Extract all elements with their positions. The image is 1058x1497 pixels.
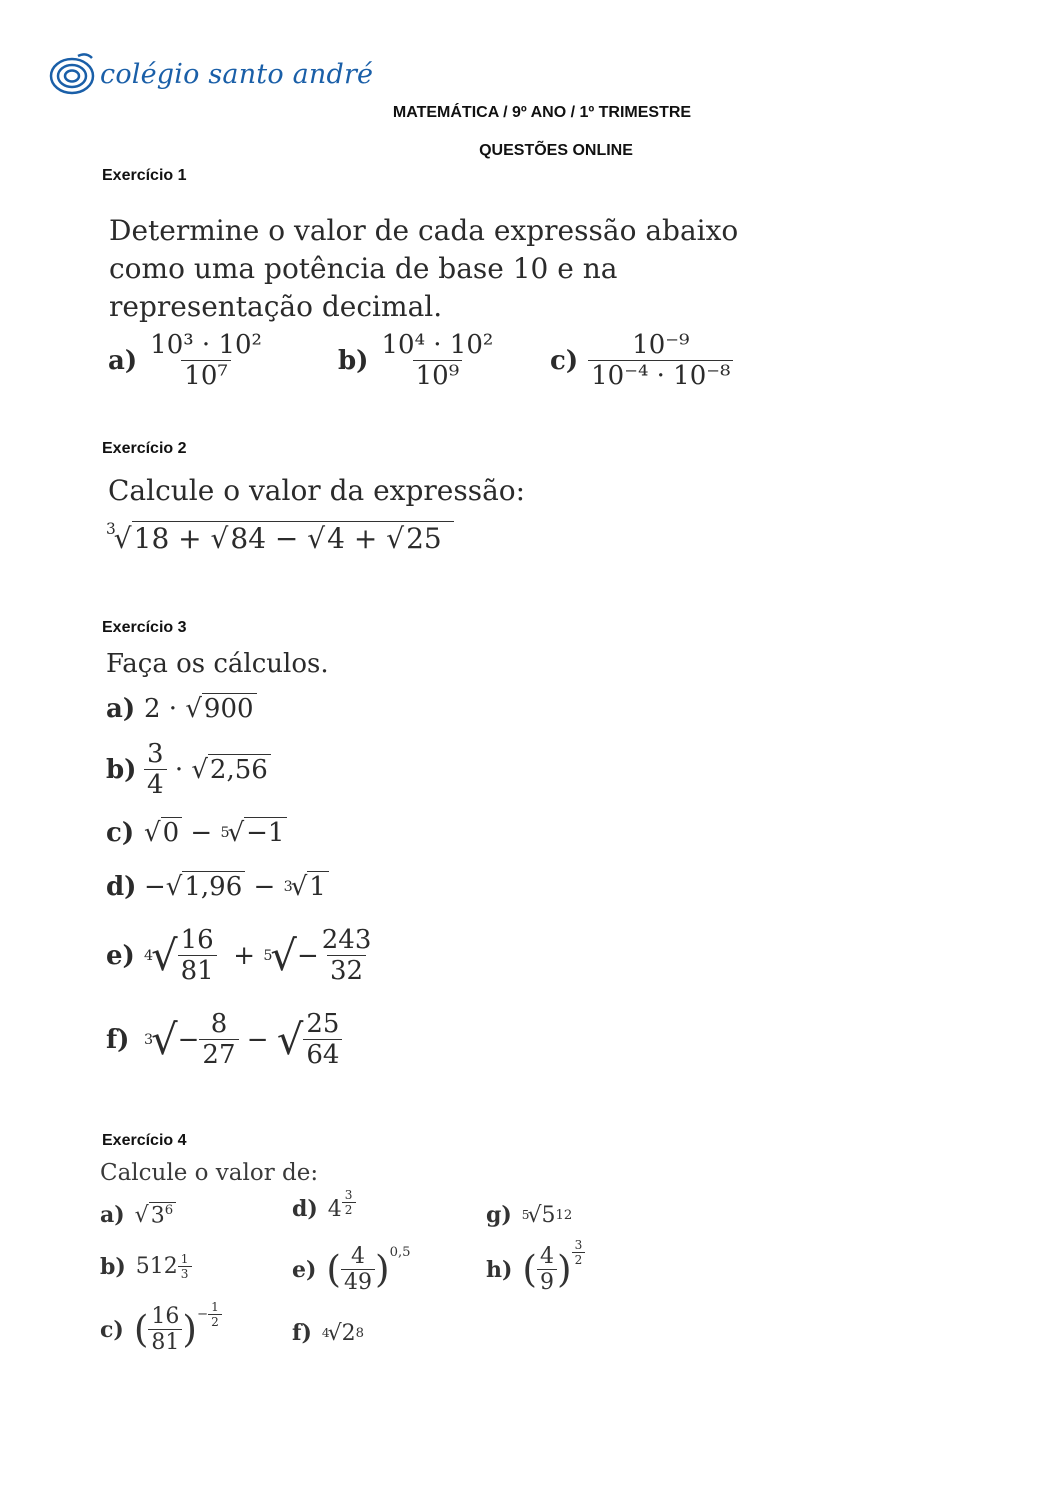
numerator: 3: [574, 1238, 583, 1252]
denominator: 9: [537, 1269, 557, 1295]
exponent: 6: [164, 1203, 174, 1218]
fraction: [199, 1009, 238, 1070]
base: 5: [541, 1202, 556, 1228]
exercise-4-item-f: [292, 1320, 364, 1346]
radicand: −1: [244, 817, 287, 848]
item-label: c): [550, 345, 579, 376]
denominator: 81: [148, 1329, 182, 1355]
exercise-4-item-a: [100, 1202, 176, 1228]
left-paren: (: [326, 1246, 341, 1291]
numerator: 4: [540, 1244, 554, 1269]
denominator: 3: [178, 1266, 192, 1281]
radical-sign: √: [327, 1320, 342, 1346]
item-label: e): [292, 1256, 317, 1283]
numerator: 243: [321, 925, 372, 955]
denominator: 10⁹: [413, 360, 463, 391]
numerator: 10⁻⁹: [632, 330, 690, 360]
item-label: h): [486, 1256, 513, 1283]
item-label: d): [292, 1196, 318, 1222]
exercise-2-prompt: Calcule o valor da expressão:: [108, 474, 526, 507]
exercise-3-item-b: [106, 739, 271, 800]
denominator: 49: [341, 1269, 375, 1295]
item-label: b): [100, 1253, 126, 1280]
fraction: [148, 1304, 182, 1355]
base: 4: [327, 1196, 342, 1222]
fractional-exponent: [572, 1238, 586, 1267]
radical-sign: √: [151, 931, 178, 980]
radicand: 1: [307, 871, 329, 902]
logo-text: colégio santo andré: [100, 58, 374, 90]
exercise-4-item-e: [292, 1244, 411, 1295]
denominator: 81: [178, 955, 217, 986]
school-logo: [48, 46, 373, 102]
radicand: 900: [202, 693, 257, 724]
root-index: 3: [283, 878, 293, 895]
denominator: 10⁻⁴ · 10⁻⁸: [588, 360, 733, 391]
radicand: [228, 521, 450, 555]
radicand: [149, 1202, 176, 1228]
exercise-3-item-f: [106, 1009, 342, 1070]
denominator: 4: [144, 769, 167, 800]
denominator: 64: [303, 1039, 342, 1070]
numerator: 3: [147, 739, 164, 769]
denominator: 27: [199, 1039, 238, 1070]
exercise-2-expression: [106, 520, 454, 555]
item-label: a): [108, 345, 138, 376]
radicand: 2,56: [208, 754, 271, 785]
exercise-1-item-a: [108, 330, 338, 391]
base: 512: [135, 1254, 178, 1279]
term: 84 −: [230, 521, 299, 555]
left-paren: (: [133, 1306, 149, 1351]
item-label: d): [106, 871, 137, 902]
fraction: [341, 1244, 375, 1295]
item-label: f): [292, 1320, 312, 1346]
radical-sign: √: [307, 521, 326, 555]
radical-sign: √: [210, 521, 229, 555]
root-index: 5: [263, 947, 273, 964]
exponent-sign: −: [197, 1307, 209, 1322]
negative-sign: −: [296, 940, 319, 971]
denominator: 2: [572, 1252, 586, 1267]
term: 18 +: [133, 521, 202, 555]
item-label: a): [106, 693, 136, 724]
fractional-exponent: [208, 1300, 222, 1329]
radical-sign: √: [527, 1202, 542, 1228]
exercise-3-item-c: [106, 817, 287, 848]
fraction: [144, 739, 167, 800]
item-label: g): [486, 1202, 512, 1228]
fraction: [319, 925, 375, 986]
fractional-exponent: [342, 1188, 356, 1217]
radicand: 25: [404, 521, 445, 555]
numerator: 3: [344, 1187, 353, 1202]
fraction: [378, 330, 496, 391]
minus-operator: −: [253, 871, 276, 902]
radical-sign: √: [290, 871, 308, 902]
exercise-3-label: Exercício 3: [102, 619, 187, 636]
radical-sign: √: [276, 1015, 304, 1064]
exercise-4-item-g: [486, 1202, 572, 1228]
numerator: 16: [151, 1304, 180, 1329]
radical-sign: √: [185, 693, 202, 724]
fraction: [537, 1244, 557, 1295]
item-label: b): [338, 345, 369, 376]
exponent: 8: [355, 1325, 364, 1341]
document-subtitle: QUESTÕES ONLINE: [479, 142, 633, 159]
exercise-2-label: Exercício 2: [102, 440, 187, 457]
numerator: 1: [211, 1300, 219, 1314]
root-index: 3: [144, 1031, 154, 1048]
minus-operator: −: [246, 1024, 269, 1055]
exponent: 12: [555, 1207, 573, 1223]
fractional-exponent: [178, 1252, 192, 1281]
logo-swirl-icon: [48, 50, 96, 98]
numerator: 10³ · 10²: [150, 330, 262, 360]
radical-sign: √: [113, 521, 132, 555]
exercise-4-item-h: [486, 1238, 585, 1295]
item-label: a): [100, 1202, 125, 1229]
radicand: [325, 521, 448, 555]
exercise-4-label: Exercício 4: [102, 1132, 187, 1149]
exercise-4-item-b: [100, 1252, 192, 1281]
numerator: 16: [180, 925, 214, 955]
root-index: 5: [220, 824, 230, 841]
fraction: [588, 330, 733, 391]
exercise-4-item-d: [292, 1187, 356, 1222]
numerator: 25: [306, 1009, 340, 1039]
denominator: 2: [208, 1314, 222, 1329]
right-paren: ): [557, 1246, 572, 1291]
dot-operator: ·: [174, 754, 184, 785]
minus-operator: −: [144, 871, 166, 902]
radical-sign: √: [270, 931, 297, 980]
root-index: 5: [521, 1208, 530, 1222]
minus-operator: −: [190, 817, 213, 848]
radical-sign: √: [165, 871, 183, 902]
item-label: b): [106, 754, 137, 785]
item-label: c): [106, 817, 135, 848]
fraction: [178, 925, 217, 986]
denominator: 2: [342, 1202, 356, 1217]
exercise-4-prompt: Calcule o valor de:: [100, 1160, 319, 1186]
exercise-1-label: Exercício 1: [102, 167, 187, 184]
coefficient: 2 ·: [144, 693, 178, 724]
fraction: [147, 330, 265, 391]
radical-sign: √: [144, 817, 161, 848]
item-label: c): [100, 1316, 124, 1343]
numerator: 1: [180, 1252, 189, 1266]
exercise-1-items: [108, 330, 748, 391]
base: 3: [150, 1203, 165, 1229]
fraction: [303, 1009, 342, 1070]
exercise-1-prompt: Determine o valor de cada expressão abaixo como uma potência de base 10 e na representação decimal.: [109, 214, 739, 323]
root-index: 4: [321, 1326, 330, 1340]
right-paren: ): [182, 1306, 197, 1351]
radical-sign: √: [134, 1202, 149, 1228]
right-paren: ): [375, 1246, 390, 1291]
radical-sign: √: [386, 521, 405, 555]
document-title: MATEMÁTICA / 9º ANO / 1º TRIMESTRE: [392, 104, 692, 121]
exercise-4-item-c: [100, 1300, 222, 1355]
plus-operator: +: [233, 940, 256, 971]
radicand: 0: [161, 817, 183, 848]
root-index: 4: [144, 947, 154, 964]
exponent: 0,5: [389, 1245, 411, 1260]
term: 4 +: [327, 521, 378, 555]
numerator: 10⁴ · 10²: [381, 330, 494, 360]
radicand: [132, 521, 454, 555]
radicand: 1,96: [182, 871, 245, 902]
radical-sign: √: [191, 754, 208, 785]
numerator: 4: [351, 1244, 365, 1269]
left-paren: (: [522, 1246, 537, 1291]
exercise-3-item-d: [106, 871, 329, 902]
radical-sign: √: [227, 817, 245, 848]
exercise-3-item-e: [106, 925, 374, 986]
exercise-3-prompt: Faça os cálculos.: [106, 649, 329, 679]
denominator: 32: [327, 955, 366, 986]
exercise-1-item-c: [550, 330, 733, 391]
exercise-3-item-a: [106, 693, 257, 724]
item-label: f): [106, 1024, 130, 1055]
negative-sign: −: [177, 1024, 200, 1055]
denominator: 10⁷: [181, 360, 231, 391]
numerator: 8: [210, 1009, 228, 1039]
radical-sign: √: [151, 1015, 178, 1064]
item-label: e): [106, 940, 135, 971]
base: 2: [341, 1320, 356, 1346]
exercise-1-item-b: [338, 330, 550, 391]
root-index: 3: [106, 520, 116, 538]
